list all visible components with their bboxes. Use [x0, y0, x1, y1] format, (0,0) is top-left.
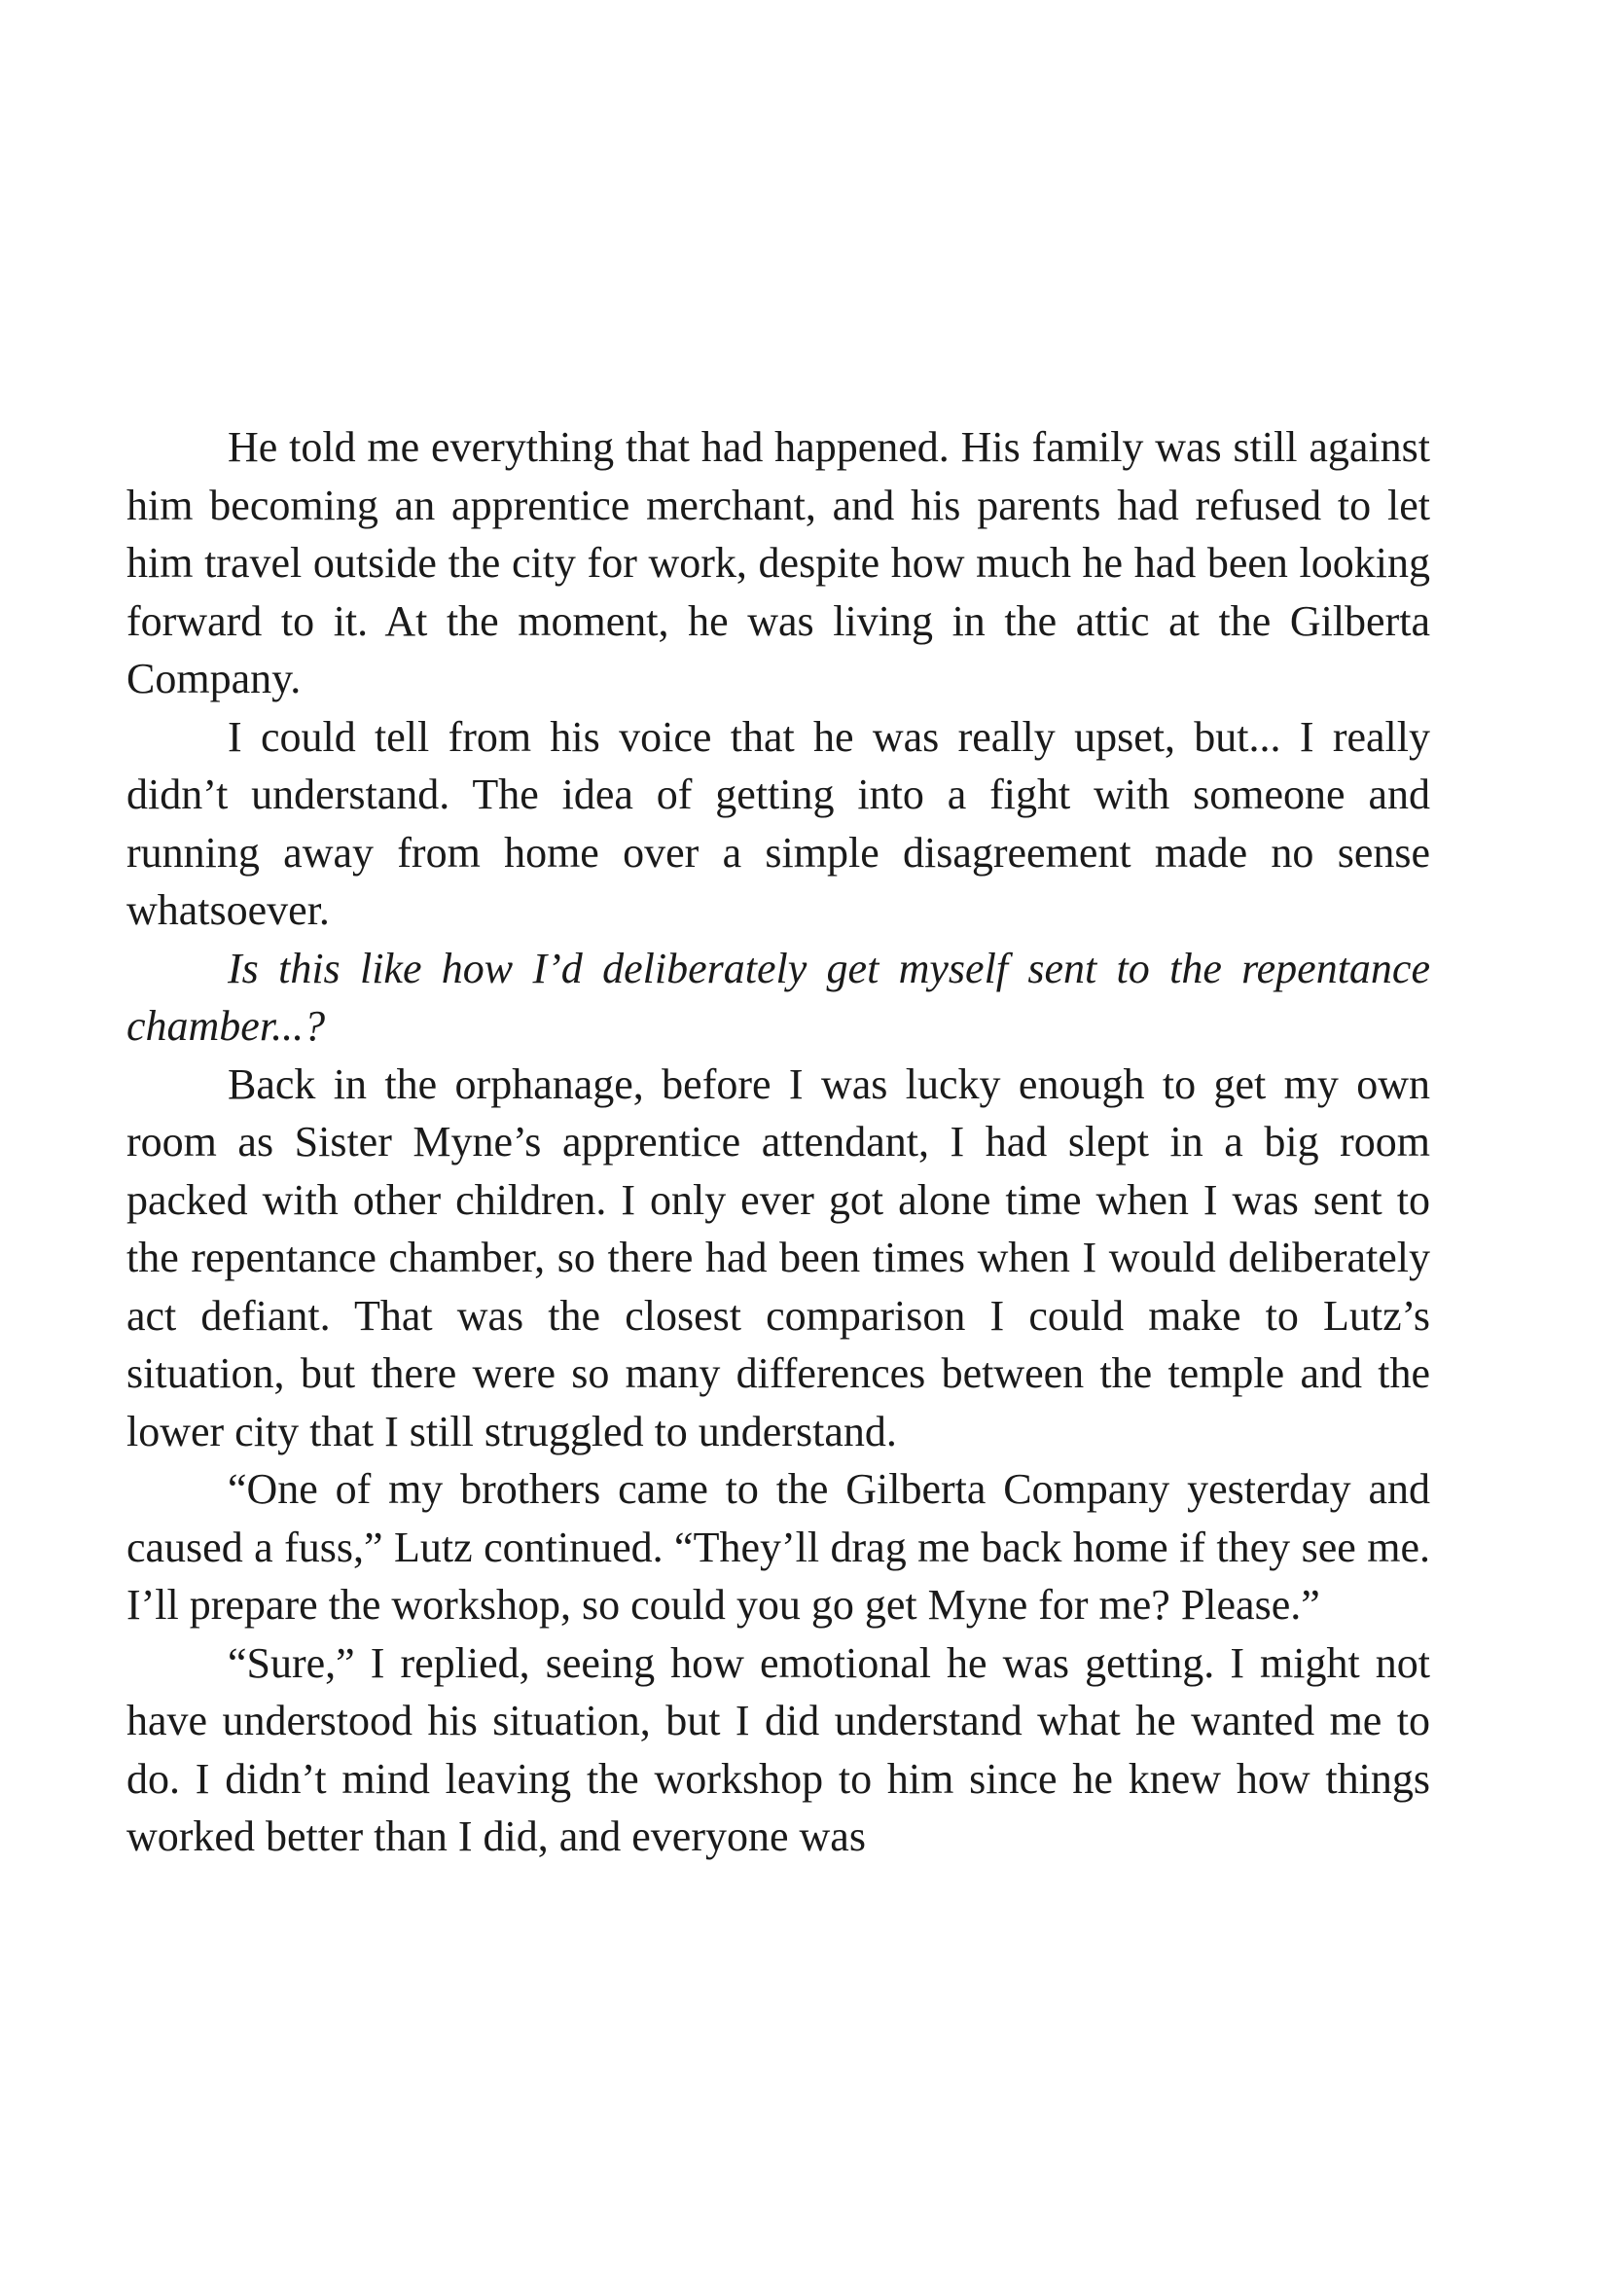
- paragraph-2: I could tell from his voice that he was really upset, but... I really didn’t understand. The idea of getting into a fight with someone and running away from home over a simple disagreement made no sense whatsoever.: [126, 712, 1430, 934]
- paragraph-5: “One of my brothers came to the Gilberta Company yesterday and caused a fuss,” Lutz continued. “They’ll drag me back home if they see me. I’ll prepare the workshop, so could you go get Myne for me? Please.”: [126, 1465, 1430, 1629]
- paragraph-3-italic-thought: Is this like how I’d deliberately get myself sent to the repentance chamber...?: [126, 944, 1430, 1050]
- paragraph-4: Back in the orphanage, before I was lucky enough to get my own room as Sister Myne’s apprentice attendant, I had slept in a big room packed with other children. I only ever got alone time when I was sent to the repentance chamber, so there had been times when I would deliberately act defiant. That was the closest comparison I could make to Lutz’s situation, but there were so many differences between the temple and the lower city that I still struggled to understand.: [126, 1059, 1430, 1455]
- paragraph-6: “Sure,” I replied, seeing how emotional he was getting. I might not have understood his situation, but I did understand what he wanted me to do. I didn’t mind leaving the workshop to him since he knew how things worked better than I did, and everyone was: [126, 1638, 1430, 1860]
- body-text: [126, 418, 1430, 1866]
- paragraph-1: He told me everything that had happened. His family was still against him becoming an apprentice merchant, and his parents had refused to let him travel outside the city for work, despite how much he had been looking forward to it. At the moment, he was living in the attic at the Gilberta Company.: [126, 423, 1430, 702]
